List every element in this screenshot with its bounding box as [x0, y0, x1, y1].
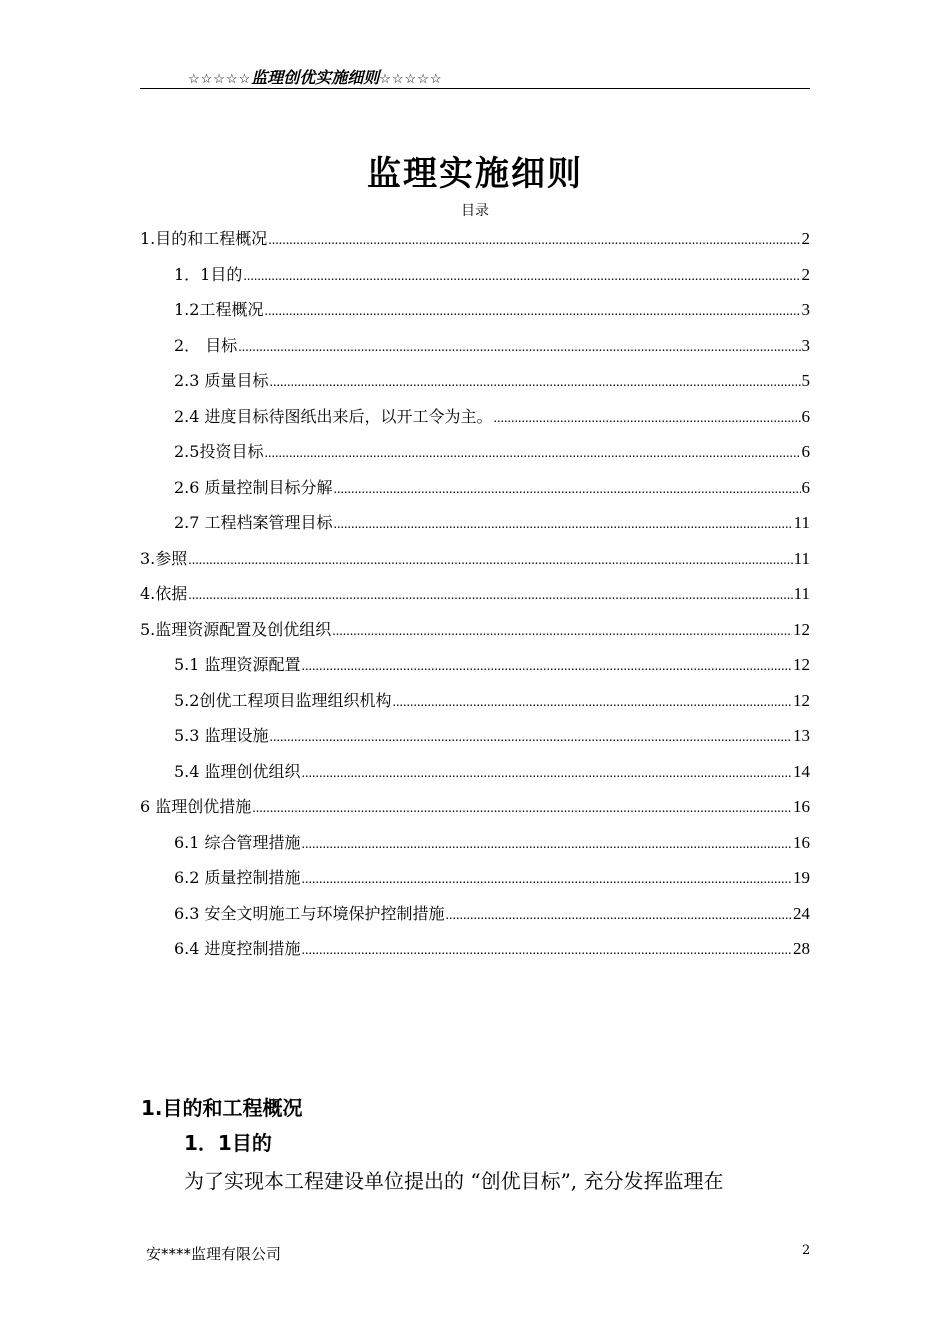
- toc-entry[interactable]: [140, 758, 810, 794]
- toc-entry-label: 1．1目的: [174, 264, 243, 284]
- toc-entry-page: 12: [793, 655, 810, 674]
- toc-entry-label: 2.5投资目标: [174, 442, 264, 461]
- toc-entry-label: 5.1 监理资源配置: [174, 655, 301, 674]
- toc-entry-label: 2． 目标: [174, 335, 238, 355]
- toc-entry-page: 5: [801, 371, 810, 390]
- toc-entry[interactable]: [140, 651, 810, 687]
- toc-entry-page: 14: [793, 761, 810, 781]
- toc-entry-page: 11: [793, 584, 810, 603]
- body-paragraph: 为了实现本工程建设单位提出的 “创优目标”, 充分发挥监理在: [184, 1169, 724, 1193]
- section-heading-1-1: 1．1目的: [184, 1131, 272, 1155]
- toc-leader-dots: [302, 939, 792, 963]
- toc-entry-label: 2.7 工程档案管理目标: [174, 513, 333, 532]
- toc-entry-page: 16: [793, 797, 810, 816]
- toc-entry-label: 2.3 质量目标: [174, 371, 269, 390]
- toc-leader-dots: [302, 762, 792, 786]
- toc-entry[interactable]: [140, 864, 810, 900]
- toc-entry-page: 2: [801, 229, 810, 248]
- toc-entry[interactable]: [140, 509, 810, 545]
- toc-leader-dots: [334, 513, 793, 537]
- toc-leader-dots: [188, 549, 792, 573]
- toc-entry-label: 4.依据: [140, 584, 188, 603]
- toc-leader-dots: [302, 868, 792, 892]
- toc-entry[interactable]: [140, 545, 810, 581]
- toc-entry-label: 1.目的和工程概况: [140, 229, 268, 248]
- toc-entry[interactable]: [140, 687, 810, 723]
- toc-entry-label: 6 监理创优措施: [140, 797, 252, 816]
- toc-leader-dots: [238, 336, 800, 360]
- section-heading-1: 1.目的和工程概况: [141, 1096, 303, 1120]
- toc-leader-dots: [334, 478, 801, 502]
- toc-entry-page: 12: [793, 619, 810, 639]
- toc-entry-page: 6: [801, 477, 810, 497]
- toc-entry-label: 3.参照: [140, 548, 188, 568]
- toc-entry-page: 16: [793, 832, 810, 852]
- header-stars-right: ☆☆☆☆☆: [379, 72, 443, 87]
- toc-leader-dots: [252, 797, 792, 821]
- toc-entry-page: 12: [793, 690, 810, 710]
- toc-entry-page: 11: [793, 548, 810, 568]
- toc-entry-label: 2.4 进度目标待图纸出来后，以开工令为主。: [174, 406, 493, 426]
- toc-entry[interactable]: [140, 616, 810, 652]
- toc-entry-page: 3: [801, 300, 810, 319]
- toc-entry[interactable]: [140, 332, 810, 368]
- header-title: 监理创优实施细则: [251, 68, 380, 87]
- toc-leader-dots: [270, 726, 792, 750]
- toc-entry[interactable]: [140, 261, 810, 297]
- toc-entry[interactable]: [140, 474, 810, 510]
- toc-entry-page: 3: [801, 335, 810, 355]
- toc-entry-page: 28: [793, 939, 810, 958]
- toc-entry-label: 5.2创优工程项目监理组织机构: [174, 690, 392, 710]
- toc-entry[interactable]: [140, 580, 810, 616]
- header-stars-left: ☆☆☆☆☆: [188, 72, 252, 87]
- toc-entry-label: 2.6 质量控制目标分解: [174, 477, 333, 497]
- toc-entry[interactable]: [140, 225, 810, 261]
- toc-entry[interactable]: [140, 793, 810, 829]
- toc-leader-dots: [264, 442, 800, 466]
- toc-entry-page: 6: [801, 406, 810, 426]
- toc-leader-dots: [302, 833, 792, 857]
- toc-entry-label: 5.监理资源配置及创优组织: [140, 619, 332, 639]
- toc-entry-label: 6.2 质量控制措施: [174, 868, 301, 887]
- header-text: [188, 68, 443, 90]
- toc-entry-label: 6.3 安全文明施工与环境保护控制措施: [174, 903, 445, 923]
- toc-leader-dots: [392, 691, 792, 715]
- toc-entry-label: 5.3 监理设施: [174, 726, 269, 745]
- toc-entry-label: 5.4 监理创优组织: [174, 761, 301, 781]
- toc-entry-label: 6.4 进度控制措施: [174, 939, 301, 958]
- toc-entry[interactable]: [140, 367, 810, 403]
- toc-leader-dots: [188, 584, 792, 608]
- toc-leader-dots: [243, 265, 800, 289]
- toc-entry[interactable]: [140, 829, 810, 865]
- toc-entry-label: 1.2工程概况: [174, 300, 264, 319]
- toc-entry[interactable]: [140, 900, 810, 936]
- toc-entry-page: 11: [793, 513, 810, 532]
- toc-leader-dots: [270, 371, 801, 395]
- toc-leader-dots: [446, 904, 792, 928]
- toc-entry[interactable]: [140, 438, 810, 474]
- toc-heading: 目录: [461, 203, 489, 219]
- toc-entry-page: 2: [801, 264, 810, 284]
- toc-entry[interactable]: [140, 722, 810, 758]
- toc-leader-dots: [268, 229, 800, 253]
- toc-entry[interactable]: [140, 296, 810, 332]
- toc-entry[interactable]: [140, 935, 810, 971]
- toc-leader-dots: [332, 620, 792, 644]
- toc-entry-page: 6: [801, 442, 810, 461]
- toc-entry-page: 19: [793, 868, 810, 887]
- toc-entry-page: 24: [793, 903, 810, 923]
- toc-leader-dots: [302, 655, 792, 679]
- toc-leader-dots: [494, 407, 801, 431]
- footer-company: 安****监理有限公司: [146, 1245, 282, 1263]
- footer-page-number: 2: [802, 1243, 811, 1258]
- toc-entry[interactable]: [140, 403, 810, 439]
- page-header: [140, 68, 810, 89]
- toc-entry-page: 13: [793, 726, 810, 745]
- toc-entry-label: 6.1 综合管理措施: [174, 832, 301, 852]
- table-of-contents: [140, 225, 810, 971]
- toc-leader-dots: [264, 300, 800, 324]
- document-title: 监理实施细则: [367, 154, 583, 194]
